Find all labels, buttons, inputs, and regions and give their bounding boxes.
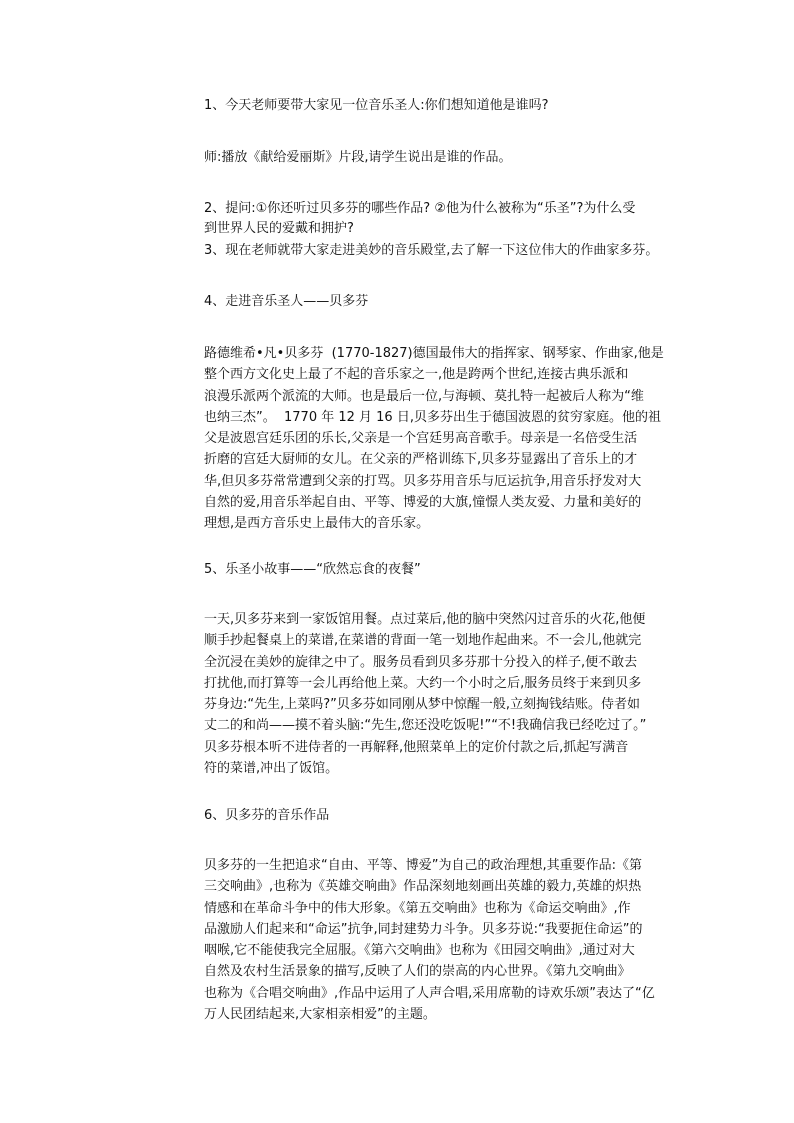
text-line: 贝多芬根本听不进侍者的一再解释,他照菜单上的定价付款之后,抓起写满音 <box>204 739 629 755</box>
text-line: 品激励人们起来和“命运”抗争,同封建势力斗争。贝多芬说:“我要扼住命运”的 <box>204 921 643 937</box>
text-line: 整个西方文化史上最了不起的音乐家之一,他是跨两个世纪,连接古典乐派和 <box>204 367 629 383</box>
text-line: 自然及农村生活景象的描写,反映了人们的崇高的内心世界。《第九交响曲》 <box>204 964 631 980</box>
text-line: 自然的爱,用音乐举起自由、平等、博爱的大旗,憧憬人类友爱、力量和美好的 <box>204 495 642 511</box>
text-line: 丈二的和尚——摸不着头脑:“先生,您还没吃饭呢!”“不!我确信我已经吃过了。” <box>204 718 647 734</box>
heading-4: 4、走进音乐圣人——贝多芬 <box>204 294 369 309</box>
item-2-line-1: 2、提问:①你还听过贝多芬的哪些作品? ②他为什么被称为“乐圣”?为什么受 <box>204 201 636 216</box>
text-line: 情感和在革命斗争中的伟大形象。《第五交响曲》也称为《命运交响曲》,作 <box>204 900 631 916</box>
text-line: 理想,是西方音乐史上最伟大的音乐家。 <box>204 516 430 532</box>
text-line: 也称为《合唱交响曲》,作品中运用了人声合唱,采用席勒的诗欢乐颂”表达了“亿 <box>204 985 655 1001</box>
text-line: 芬身边:“先生,上菜吗?”贝多芬如同刚从梦中惊醒一般,立刻掏钱结账。侍者如 <box>204 697 641 713</box>
text-line: 父是波恩宫廷乐团的乐长,父亲是一个宫廷男高音歌手。母亲是一名倍受生活 <box>204 431 638 447</box>
text-line: 符的菜谱,冲出了饭馆。 <box>204 761 339 777</box>
text-line: 打扰他,而打算等一会儿再给他上菜。大约一个小时之后,服务员终于来到贝多 <box>204 675 642 691</box>
text-line: 华,但贝多芬常常遭到父亲的打骂。贝多芬用音乐与厄运抗争,用音乐抒发对大 <box>204 473 642 489</box>
heading-6: 6、贝多芬的音乐作品 <box>204 808 330 823</box>
text-line: 万人民团结起来,大家相亲相爱”的主题。 <box>204 1007 436 1023</box>
works-paragraph <box>204 855 680 1025</box>
item-3: 3、现在老师就带大家走进美妙的音乐殿堂,去了解一下这位伟大的作曲家多芬。 <box>204 243 659 258</box>
text-line: 一天,贝多芬来到一家饭馆用餐。点过菜后,他的脑中突然闪过音乐的火花,他便 <box>204 612 646 627</box>
story-paragraph <box>204 609 680 779</box>
text-line: 咽喉,它不能使我完全屈服。《第六交响曲》也称为《田园交响曲》,通过对大 <box>204 943 635 959</box>
text-line: 也纳三杰”。 1770 年 12 月 16 日,贝多芬出生于德国波恩的贫穷家庭。他的祖 <box>204 409 661 425</box>
text-line: 路德维希•凡•贝多芬 (1770-1827)德国最伟大的指挥家、钢琴家、作曲家,他是 <box>204 346 664 361</box>
text-line: 浪漫乐派两个派流的大师。也是最后一位,与海顿、莫扎特一起被后人称为“维 <box>204 388 644 404</box>
biography-paragraph <box>204 343 680 535</box>
text-line: 顺手抄起餐桌上的菜谱,在菜谱的背面一笔一划地作起曲来。不一会儿,他就完 <box>204 633 642 649</box>
text-line: 折磨的宫廷大厨师的女儿。在父亲的严格训练下,贝多芬显露出了音乐上的才 <box>204 452 638 468</box>
text-line: 全沉浸在美妙的旋律之中了。服务员看到贝多芬那十分投入的样子,便不敢去 <box>204 654 638 670</box>
text-line: 贝多芬的一生把追求“自由、平等、博爱”为自己的政治理想,其重要作品:《第 <box>204 858 642 873</box>
teacher-note: 师:播放《献给爱丽斯》片段,请学生说出是谁的作品。 <box>204 150 512 165</box>
text-line: 三交响曲》,也称为《英雄交响曲》作品深刻地刻画出英雄的毅力,英雄的炽热 <box>204 879 642 895</box>
item-2-line-2: 到世界人民的爱戴和拥护? <box>204 221 354 236</box>
heading-5: 5、乐圣小故事——“欣然忘食的夜餐” <box>204 562 421 577</box>
item-1: 1、今天老师要带大家见一位音乐圣人:你们想知道他是谁吗? <box>204 98 549 113</box>
